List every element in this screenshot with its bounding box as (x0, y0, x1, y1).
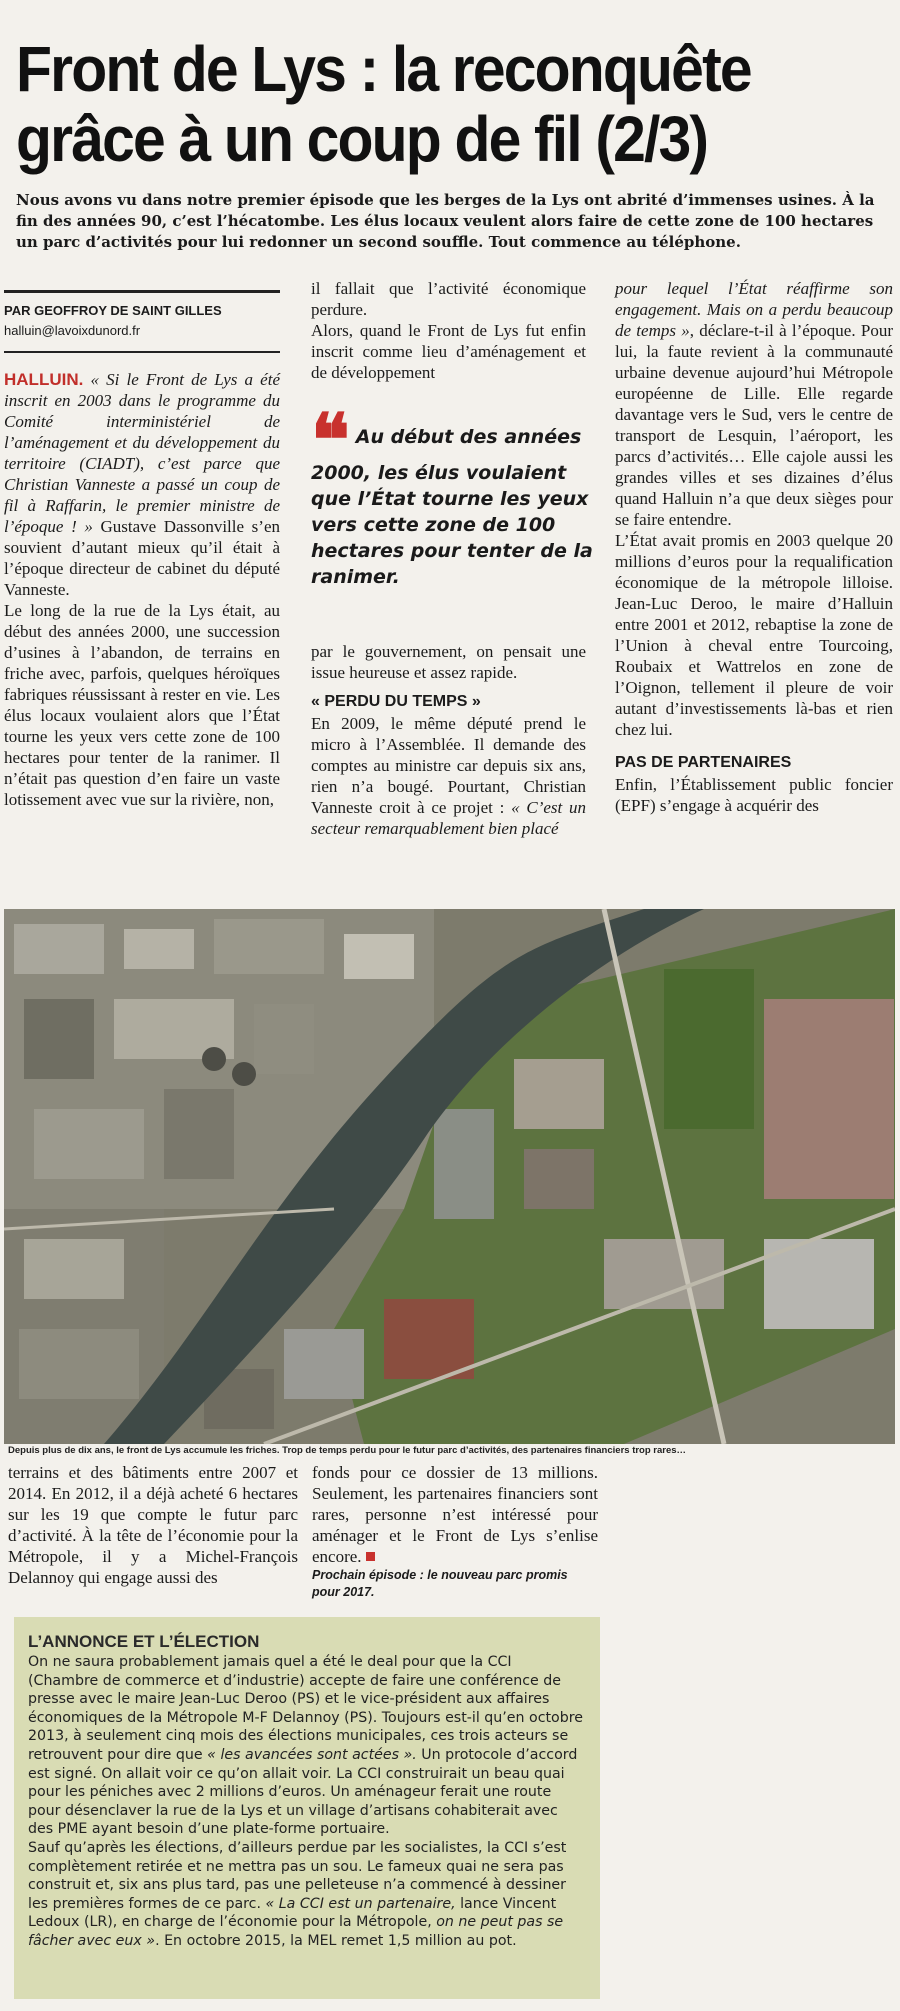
sidebar-text-2a: Sauf qu’après les élections, d’ailleurs perdue par les socialistes, la CCI s’est complètement retirée et ne mettra pas un sou. Le fameux quai ne sera pas construit et, six ans plus tard, pas une pelleteuse n’a commencé à dessiner les premières formes de ce parc. (28, 1839, 567, 1912)
subhead-perdu-du-temps: « PERDU DU TEMPS » (311, 693, 481, 710)
column-1 (4, 290, 280, 810)
continuation-column-1: terrains et des bâtiments entre 2007 et 2014. En 2012, il a déjà acheté 6 hectares sur les 19 que compte le futur parc d’activité. À la tête de l’économie pour la Métropole, il y a Michel-François Delannoy qui engage aussi des (8, 1463, 298, 1587)
byline-rule-bottom (4, 351, 280, 353)
continuation-text: fonds pour ce dossier de 13 millions. Seulement, les partenaires financiers sont rares, personne n’est intéressé pour aménager et le Front de Lys s’enlise encore. (312, 1463, 598, 1566)
continuation-column-2 (312, 1462, 598, 1601)
col1-paragraph-2: Le long de la rue de la Lys était, au début des années 2000, une succession d’usines à l’abandon, de terrains en friche avec, parfois, quelques héroïques fabriques réussissant à rester en vie. Les élus locaux voulaient alors que l’État tourne les yeux vers cette zone de 100 hectares pour tenter de la ranimer. Il n’était pas question d’en faire un vaste lotissement avec vue sur la rivière, non, (4, 601, 280, 809)
sidebar-text-2b: lance Vincent Ledoux (LR), en charge de l’économie pour la Métropole, (28, 1895, 557, 1931)
sidebar-paragraph-2 (28, 1839, 584, 1951)
col2-paragraph-2: Alors, quand le Front de Lys fut enfin inscrit comme lieu d’aménagement et de développement (311, 321, 586, 382)
col2-paragraph-4 (311, 713, 586, 839)
sidebar-paragraph-1 (28, 1653, 584, 1839)
col3-text-1: , déclare-t-il à l’époque. Pour lui, la faute revient à la communauté urbaine devenue aujourd’hui Métropole européenne de Lille. Elle regarde davantage vers le Sud, vers le centre de transport de Lesquin, l’aéroport, les parcs d’activités… Elle cajole aussi les grandes villes et ses dizaines d’élus quand Halluin n’a que deux sièges pour se faire entendre. (615, 321, 893, 529)
pull-quote (311, 397, 596, 590)
col3-paragraph-1 (615, 278, 893, 530)
chapo: Nous avons vu dans notre premier épisode que les berges de la Lys ont abrité d’immenses usines. À la fin des années 90, c’est l’hécatombe. Les élus locaux veulent alors faire de cette zone de 100 hectares un parc d’activités pour lui redonner un second souffle. Tout commence au téléphone. (16, 191, 875, 251)
col3-quote-1: pour lequel l’État réaffirme son engagement. Mais on a perdu beaucoup de temps » (615, 279, 893, 340)
headline-line-2: grâce à un coup de fil (2/3) (16, 103, 708, 175)
sidebar-quote-2: « La CCI est un partenaire, (265, 1895, 456, 1912)
aerial-photo (4, 909, 895, 1444)
column-2 (311, 278, 586, 383)
col2-quote-4: « C’est un secteur remarquablement bien placé (311, 798, 586, 838)
aerial-photo-illustration (4, 909, 895, 1444)
col1-text-1: Gustave Dassonville s’en souvient d’autant mieux qu’il était à l’époque directeur de cabinet du député Vanneste. (4, 517, 280, 599)
author-email: halluin@lavoixdunord.fr (4, 323, 141, 338)
sidebar-text-1a: On ne saura probablement jamais quel a été le deal pour que la CCI (Chambre de commerce et d’industrie) accepte de faire une conférence de presse avec le maire Jean-Luc Deroo (PS) et le vice-président aux affaires économiques de la Métropole M-F Delannoy (PS). Toujours est-il qu’en octobre 2013, à seulement cinq mois des élections municipales, ces trois acteurs se retrouvent pour dire que (28, 1654, 583, 1763)
col3-paragraph-2: L’État avait promis en 2003 quelque 20 millions d’euros pour la requalification économique de la métropole lilloise. Jean-Luc Deroo, le maire d’Halluin entre 2001 et 2012, rebaptise la zone de l’Union à cheval entre Tourcoing, Roubaix et Wattrelos en zone de l’Oignon, tellement il pleure de voir autant d’investissements là-bas et rien chez lui. (615, 531, 893, 739)
next-episode: Prochain épisode : le nouveau parc promis pour 2017. (312, 1568, 568, 1599)
col3-paragraph-3: Enfin, l’Établissement public foncier (EPF) s’engage à acquérir des (615, 775, 893, 815)
byline-rule-top (4, 290, 280, 293)
col2-paragraph-1: il fallait que l’activité économique perdure. (311, 279, 586, 319)
headline (16, 34, 807, 174)
col2-text-4: En 2009, le même député prend le micro à l’Assemblée. Il demande des comptes au ministre car depuis six ans, rien n’a bougé. Pourtant, Christian Vanneste croit à ce projet : (311, 714, 586, 817)
subhead-pas-de-partenaires: PAS DE PARTENAIRES (615, 754, 792, 771)
byline: PAR GEOFFROY DE SAINT GILLES (4, 303, 222, 318)
pull-quote-text: Au début des années 2000, les élus voulaient que l’État tourne les yeux vers cette zone de 100 hectares pour tenter de la ranimer. (311, 426, 593, 588)
sidebar-box (14, 1617, 600, 1999)
end-mark-icon (366, 1552, 375, 1561)
column-3 (615, 278, 893, 816)
sidebar-quote-1: « les avancées sont actées ». (207, 1746, 417, 1763)
sidebar-text-2c: . En octobre 2015, la MEL remet 1,5 million au pot. (155, 1932, 517, 1949)
col1-paragraph-1 (4, 369, 280, 600)
sidebar-quote-3: on ne peut pas se fâcher avec eux » (28, 1914, 564, 1949)
sidebar-text-1b: Un protocole d’accord est signé. On allait voir ce qu’on allait voir. La CCI construirait un beau quai pour les péniches avec 2 millions d’euros. Un aménageur ferait une route pour désenclaver la rue de la Lys et un village d’artisans cohabiterait avec des PME ayant besoin d’une plate-forme portuaire. (28, 1746, 578, 1838)
photo-caption: Depuis plus de dix ans, le front de Lys accumule les friches. Trop de temps perdu pour le futur parc d’activités, des partenaires financiers trop rares… (8, 1444, 888, 1458)
col2-paragraph-3: par le gouvernement, on pensait une issue heureuse et assez rapide. (311, 642, 586, 682)
column-2-lower (311, 641, 586, 839)
quote-mark-icon: ❝ (311, 397, 350, 482)
opening-quote: « Si le Front de Lys a été inscrit en 2003 dans le programme du Comité interministériel de l’aménagement et du développement du territoire (CIADT), c’est parce que Christian Vanneste a passé un coup de fil à Raffarin, le premier ministre de l’époque ! » (4, 370, 280, 536)
sidebar-title: L’ANNONCE ET L’ÉLECTION (28, 1632, 260, 1651)
headline-line-1: Front de Lys : la reconquête (16, 33, 751, 105)
dateline: HALLUIN. (4, 370, 84, 389)
